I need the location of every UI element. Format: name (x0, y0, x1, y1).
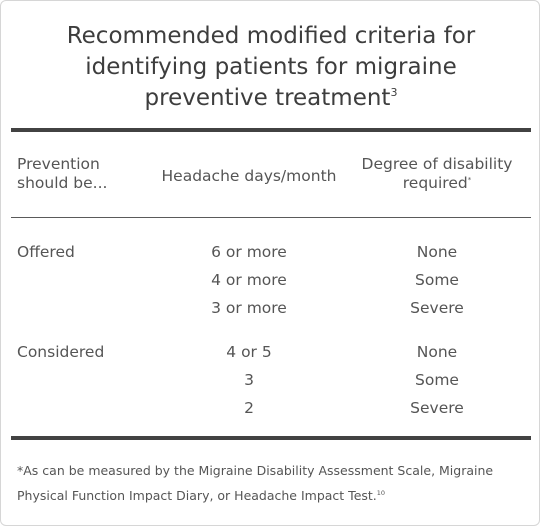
title-text: Recommended modified criteria for identifying patients for migraine preventive treatment (66, 23, 476, 111)
header-divider (11, 217, 531, 218)
table-cell-disability: None (416, 343, 458, 361)
table-cell-disability: Some (415, 371, 459, 389)
title-reference: 3 (390, 86, 398, 99)
table-cell-disability: Some (415, 271, 459, 289)
header-disability (347, 155, 527, 193)
table-cell-days: 3 (244, 371, 254, 389)
table-cell-days: 2 (244, 399, 254, 417)
footnote (17, 458, 527, 508)
table-top-rule (11, 128, 531, 132)
header-disability-text: Degree of disability required (361, 155, 513, 192)
table-cell-disability: Severe (410, 399, 464, 417)
header-prevention: Prevention should be... (17, 155, 108, 192)
card-title (21, 21, 521, 114)
group-label-considered: Considered (17, 343, 105, 361)
header-headache-days: Headache days/month (161, 167, 337, 185)
table-cell-days: 6 or more (211, 243, 287, 261)
table-cell-disability: None (416, 243, 458, 261)
table-cell-days: 4 or more (211, 271, 287, 289)
table-cell-disability: Severe (410, 299, 464, 317)
group-label-offered: Offered (17, 243, 75, 261)
footnote-reference: 10 (376, 489, 386, 497)
table-bottom-rule (11, 436, 531, 440)
table-cell-days: 4 or 5 (226, 343, 272, 361)
header-disability-mark: * (467, 176, 472, 184)
table-cell-days: 3 or more (211, 299, 287, 317)
footnote-text: *As can be measured by the Migraine Disability Assessment Scale, Migraine Physical Function Impact Diary, or Headache Impact Test. (17, 463, 494, 503)
